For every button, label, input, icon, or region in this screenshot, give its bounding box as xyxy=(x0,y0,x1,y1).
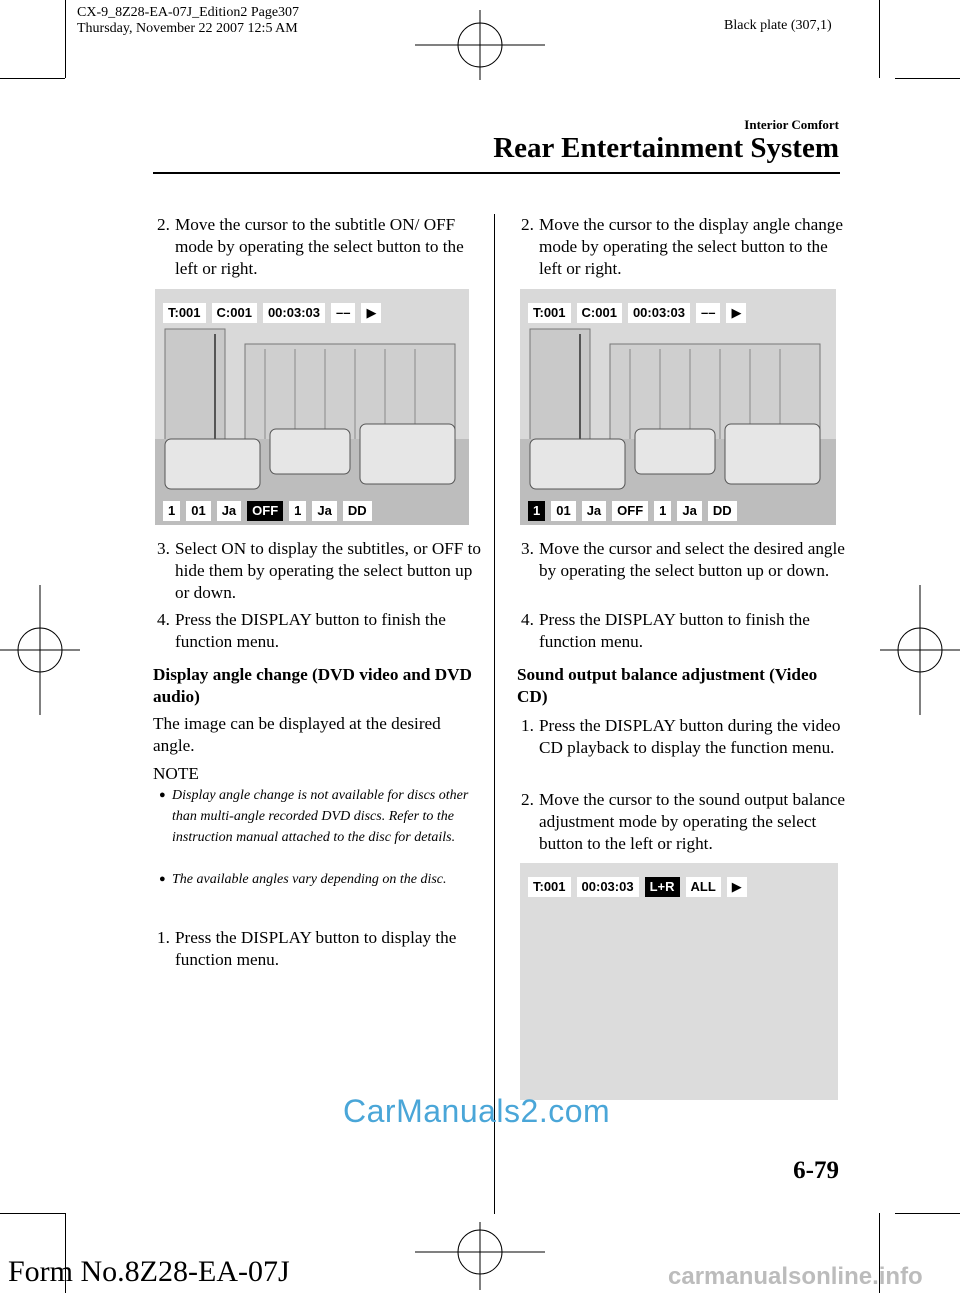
right-step-2b xyxy=(521,789,851,855)
osd-angle-chip: 1 xyxy=(163,501,180,521)
osd-chapter-chip: C:001 xyxy=(577,303,622,323)
osd-top-bar xyxy=(528,303,828,323)
osd-audio-chip: 1 xyxy=(654,501,671,521)
step-number: 4. xyxy=(157,610,170,629)
note-label: NOTE xyxy=(153,764,199,783)
step-number: 2. xyxy=(521,215,534,234)
osd-lang-chip: Ja xyxy=(582,501,606,521)
osd-chapter-chip: C:001 xyxy=(212,303,257,323)
footer-site-watermark: carmanualsonline.info xyxy=(668,1263,923,1290)
screen-balance xyxy=(520,863,838,1100)
step-text: Press the DISPLAY button to display the function menu. xyxy=(175,928,457,969)
osd-balance-chip: L+R xyxy=(645,877,680,897)
osd-off-chip: OFF xyxy=(247,501,283,521)
step-number: 1. xyxy=(521,716,534,735)
crop-mark xyxy=(0,78,65,79)
osd-bottom-bar xyxy=(528,501,828,521)
osd-top-bar xyxy=(163,303,461,323)
bullet-icon: ● xyxy=(159,873,166,885)
street-scene-illustration xyxy=(520,289,836,525)
osd-title-chip: T:001 xyxy=(528,877,571,897)
note-item xyxy=(159,869,477,890)
print-header-file: CX-9_8Z28-EA-07J_Edition2 Page307 xyxy=(77,5,300,20)
osd-subtitle-chip: 01 xyxy=(551,501,575,521)
header-rule xyxy=(153,172,840,174)
print-header xyxy=(77,5,299,37)
form-number: Form No.8Z28-EA-07J xyxy=(8,1255,290,1288)
crop-mark xyxy=(895,78,960,79)
step-number: 2. xyxy=(157,215,170,234)
street-scene-illustration xyxy=(155,289,469,525)
step-number: 1. xyxy=(157,928,170,947)
note-text: Display angle change is not available for discs other than multi-angle recorded DVD discs. Refer to the instruction manual attached to the disc for details. xyxy=(172,788,469,845)
intro-text: The image can be displayed at the desired angle. xyxy=(153,714,441,755)
note-item xyxy=(159,785,477,848)
section-title: Rear Entertainment System xyxy=(493,132,839,164)
osd-off-chip: OFF xyxy=(612,501,648,521)
right-step-1 xyxy=(521,715,851,759)
step-text: Select ON to display the subtitles, or OFF to hide them by operating the select button up or down. xyxy=(175,539,482,602)
column-divider xyxy=(494,214,495,1214)
bullet-icon: ● xyxy=(159,789,166,801)
watermark: CarManuals2.com xyxy=(343,1093,611,1129)
osd-dash-chip: –– xyxy=(696,303,720,323)
step-number: 3. xyxy=(521,539,534,558)
right-step-3 xyxy=(521,538,851,582)
osd-title-chip: T:001 xyxy=(528,303,571,323)
step-number: 3. xyxy=(157,539,170,558)
osd-dolby-chip: DD xyxy=(343,501,372,521)
osd-angle-chip: 1 xyxy=(528,501,545,521)
osd-audio-lang-chip: Ja xyxy=(677,501,701,521)
osd-dash-chip: –– xyxy=(331,303,355,323)
screen-subtitle xyxy=(155,289,469,525)
registration-target-icon xyxy=(415,1222,545,1290)
screen-angle xyxy=(520,289,836,525)
crop-mark xyxy=(879,0,880,78)
left-step-1 xyxy=(157,927,487,971)
osd-time-chip: 00:03:03 xyxy=(263,303,325,323)
osd-bottom-bar xyxy=(163,501,461,521)
crop-mark xyxy=(65,0,66,78)
osd-lang-chip: Ja xyxy=(217,501,241,521)
osd-top-bar xyxy=(528,877,830,897)
step-text: Press the DISPLAY button to finish the function menu. xyxy=(175,610,446,651)
osd-time-chip: 00:03:03 xyxy=(628,303,690,323)
crop-mark xyxy=(895,1213,960,1214)
osd-title-chip: T:001 xyxy=(163,303,206,323)
step-text: Press the DISPLAY button during the video CD playback to display the function menu. xyxy=(539,716,841,757)
osd-repeat-chip: ALL xyxy=(686,877,721,897)
play-icon: ▶ xyxy=(361,303,381,323)
step-text: Move the cursor to the display angle change mode by operating the select button to the left or right. xyxy=(539,215,844,278)
registration-target-icon xyxy=(0,585,80,715)
section-category: Interior Comfort xyxy=(744,117,839,132)
registration-target-icon xyxy=(880,585,960,715)
osd-audio-chip: 1 xyxy=(289,501,306,521)
step-number: 2. xyxy=(521,790,534,809)
step-text: Move the cursor to the subtitle ON/ OFF mode by operating the select button to the left or right. xyxy=(175,215,464,278)
right-step-4 xyxy=(521,609,851,653)
step-text: Move the cursor and select the desired angle by operating the select button up or down. xyxy=(539,539,845,580)
right-step-2 xyxy=(521,214,851,280)
play-icon: ▶ xyxy=(727,877,747,897)
step-number: 4. xyxy=(521,610,534,629)
left-step-3 xyxy=(157,538,487,604)
plate-label: Black plate (307,1) xyxy=(724,18,832,33)
note-text: The available angles vary depending on the disc. xyxy=(172,872,447,887)
print-header-date: Thursday, November 22 2007 12:5 AM xyxy=(77,21,298,36)
play-icon: ▶ xyxy=(726,303,746,323)
left-step-4 xyxy=(157,609,487,653)
left-step-2 xyxy=(157,214,487,280)
section-heading-angle: Display angle change (DVD video and DVD audio) xyxy=(153,665,472,706)
osd-time-chip: 00:03:03 xyxy=(577,877,639,897)
page-number: 6-79 xyxy=(793,1157,839,1184)
step-text: Move the cursor to the sound output balance adjustment mode by operating the select button to the left or right. xyxy=(539,790,845,853)
osd-dolby-chip: DD xyxy=(708,501,737,521)
step-text: Press the DISPLAY button to finish the function menu. xyxy=(539,610,810,651)
section-heading-sound: Sound output balance adjustment (Video CD) xyxy=(517,665,818,706)
osd-subtitle-chip: 01 xyxy=(186,501,210,521)
osd-audio-lang-chip: Ja xyxy=(312,501,336,521)
crop-mark xyxy=(0,1213,65,1214)
registration-target-icon xyxy=(415,10,545,80)
